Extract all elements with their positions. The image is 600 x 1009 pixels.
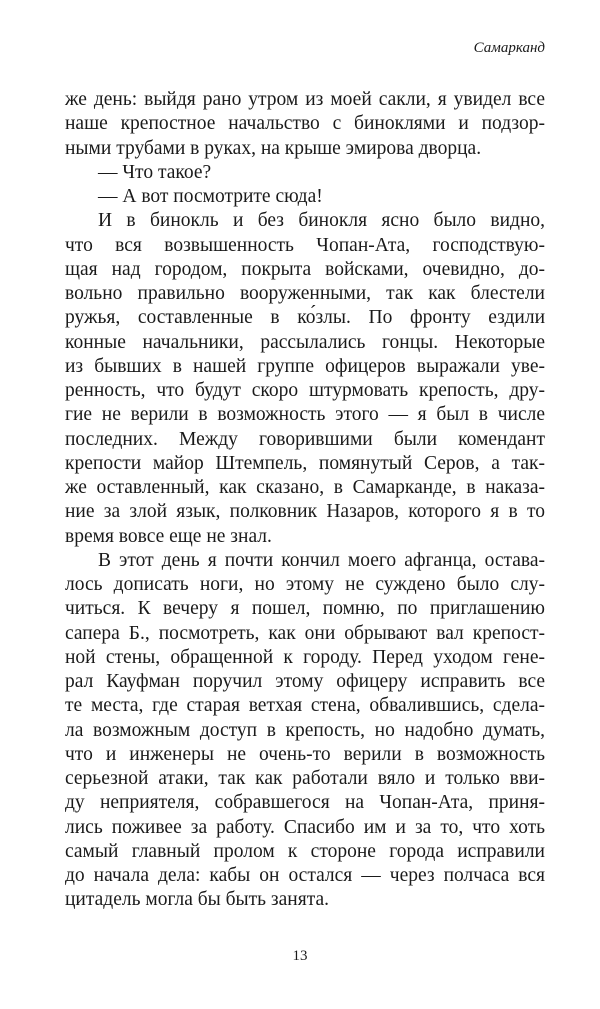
text-line: до начала дела: кабы он остался — через полчаса вся	[65, 865, 545, 886]
text-line: серьезной атаки, так как работали вяло и только вви-	[65, 768, 545, 789]
text-line: из бывших в нашей группе офицеров выражали уве-	[65, 355, 545, 377]
text-line: цитадель могла бы быть занята.	[65, 889, 329, 911]
text-line: ла возможным доступ в крепость, но надобно думать,	[65, 719, 545, 741]
text-line: гие не верили в возможность этого — я был в числе	[65, 404, 545, 426]
body-text	[65, 88, 545, 913]
page-number: 13	[292, 948, 308, 964]
text-line: ренность, что будут скоро штурмовать крепость, дру-	[65, 380, 545, 401]
text-line: вольно правильно вооруженными, так как блестели	[65, 283, 545, 304]
text-line: читься. К вечеру я пошел, помню, по приглашению	[65, 598, 545, 620]
text-line: что и инженеры не очень-то верили в возможность	[65, 743, 545, 765]
running-header: Самарканд	[473, 40, 545, 56]
text-line: И в бинокль и без бинокля ясно было видно,	[98, 210, 545, 232]
text-line: ными трубами в руках, на крыше эмирова дворца.	[65, 137, 482, 159]
text-line: ной стены, обращенной к городу. Перед уходом гене-	[65, 646, 545, 668]
text-line: самый главный пролом к стороне города исправили	[65, 840, 545, 862]
text-line: рал Кауфман поручил этому офицеру исправить все	[65, 671, 545, 692]
text-line: же день: выйдя рано утром из моей сакли, я увидел все	[65, 89, 545, 110]
text-line: те места, где старая ветхая стена, обвалившись, сдела-	[65, 695, 545, 717]
text-line: щая над городом, покрыта войсками, очевидно, до-	[65, 258, 545, 280]
text-line: наше крепостное начальство с биноклями и подзор-	[65, 113, 545, 135]
text-line: же оставленный, как сказано, в Самарканде, в наказа-	[65, 477, 545, 498]
text-line: сапера Б., посмотреть, как они обрывают вал крепост-	[65, 622, 545, 644]
text-line: ружья, составленные в ко́злы. По фронту ездили	[65, 307, 545, 329]
text-line: ду неприятеля, собравшегося на Чопан-Ата, приня-	[65, 792, 545, 814]
text-line: лось дописать ноги, но этому не суждено было слу-	[65, 574, 545, 595]
text-line: последних. Между говорившими были комендант	[65, 428, 545, 450]
text-line: ние за злой язык, полковник Назаров, которого я в то	[65, 501, 545, 523]
text-line: что вся возвышенность Чопан-Ата, господствую-	[65, 234, 545, 256]
text-line: В этот день я почти кончил моего афганца, остава-	[98, 549, 545, 571]
text-line: конные начальники, рассылались гонцы. Некоторые	[65, 331, 545, 353]
dialogue-line: — А вот посмотрите сюда!	[98, 186, 323, 207]
dialogue-line: — Что такое?	[98, 161, 212, 183]
text-line: время вовсе еще не знал.	[65, 525, 272, 547]
text-line: крепости майор Штемпель, помянутый Серов, а так-	[65, 452, 545, 474]
text-line: лись поживее за работу. Спасибо им и за то, что хоть	[65, 816, 545, 838]
